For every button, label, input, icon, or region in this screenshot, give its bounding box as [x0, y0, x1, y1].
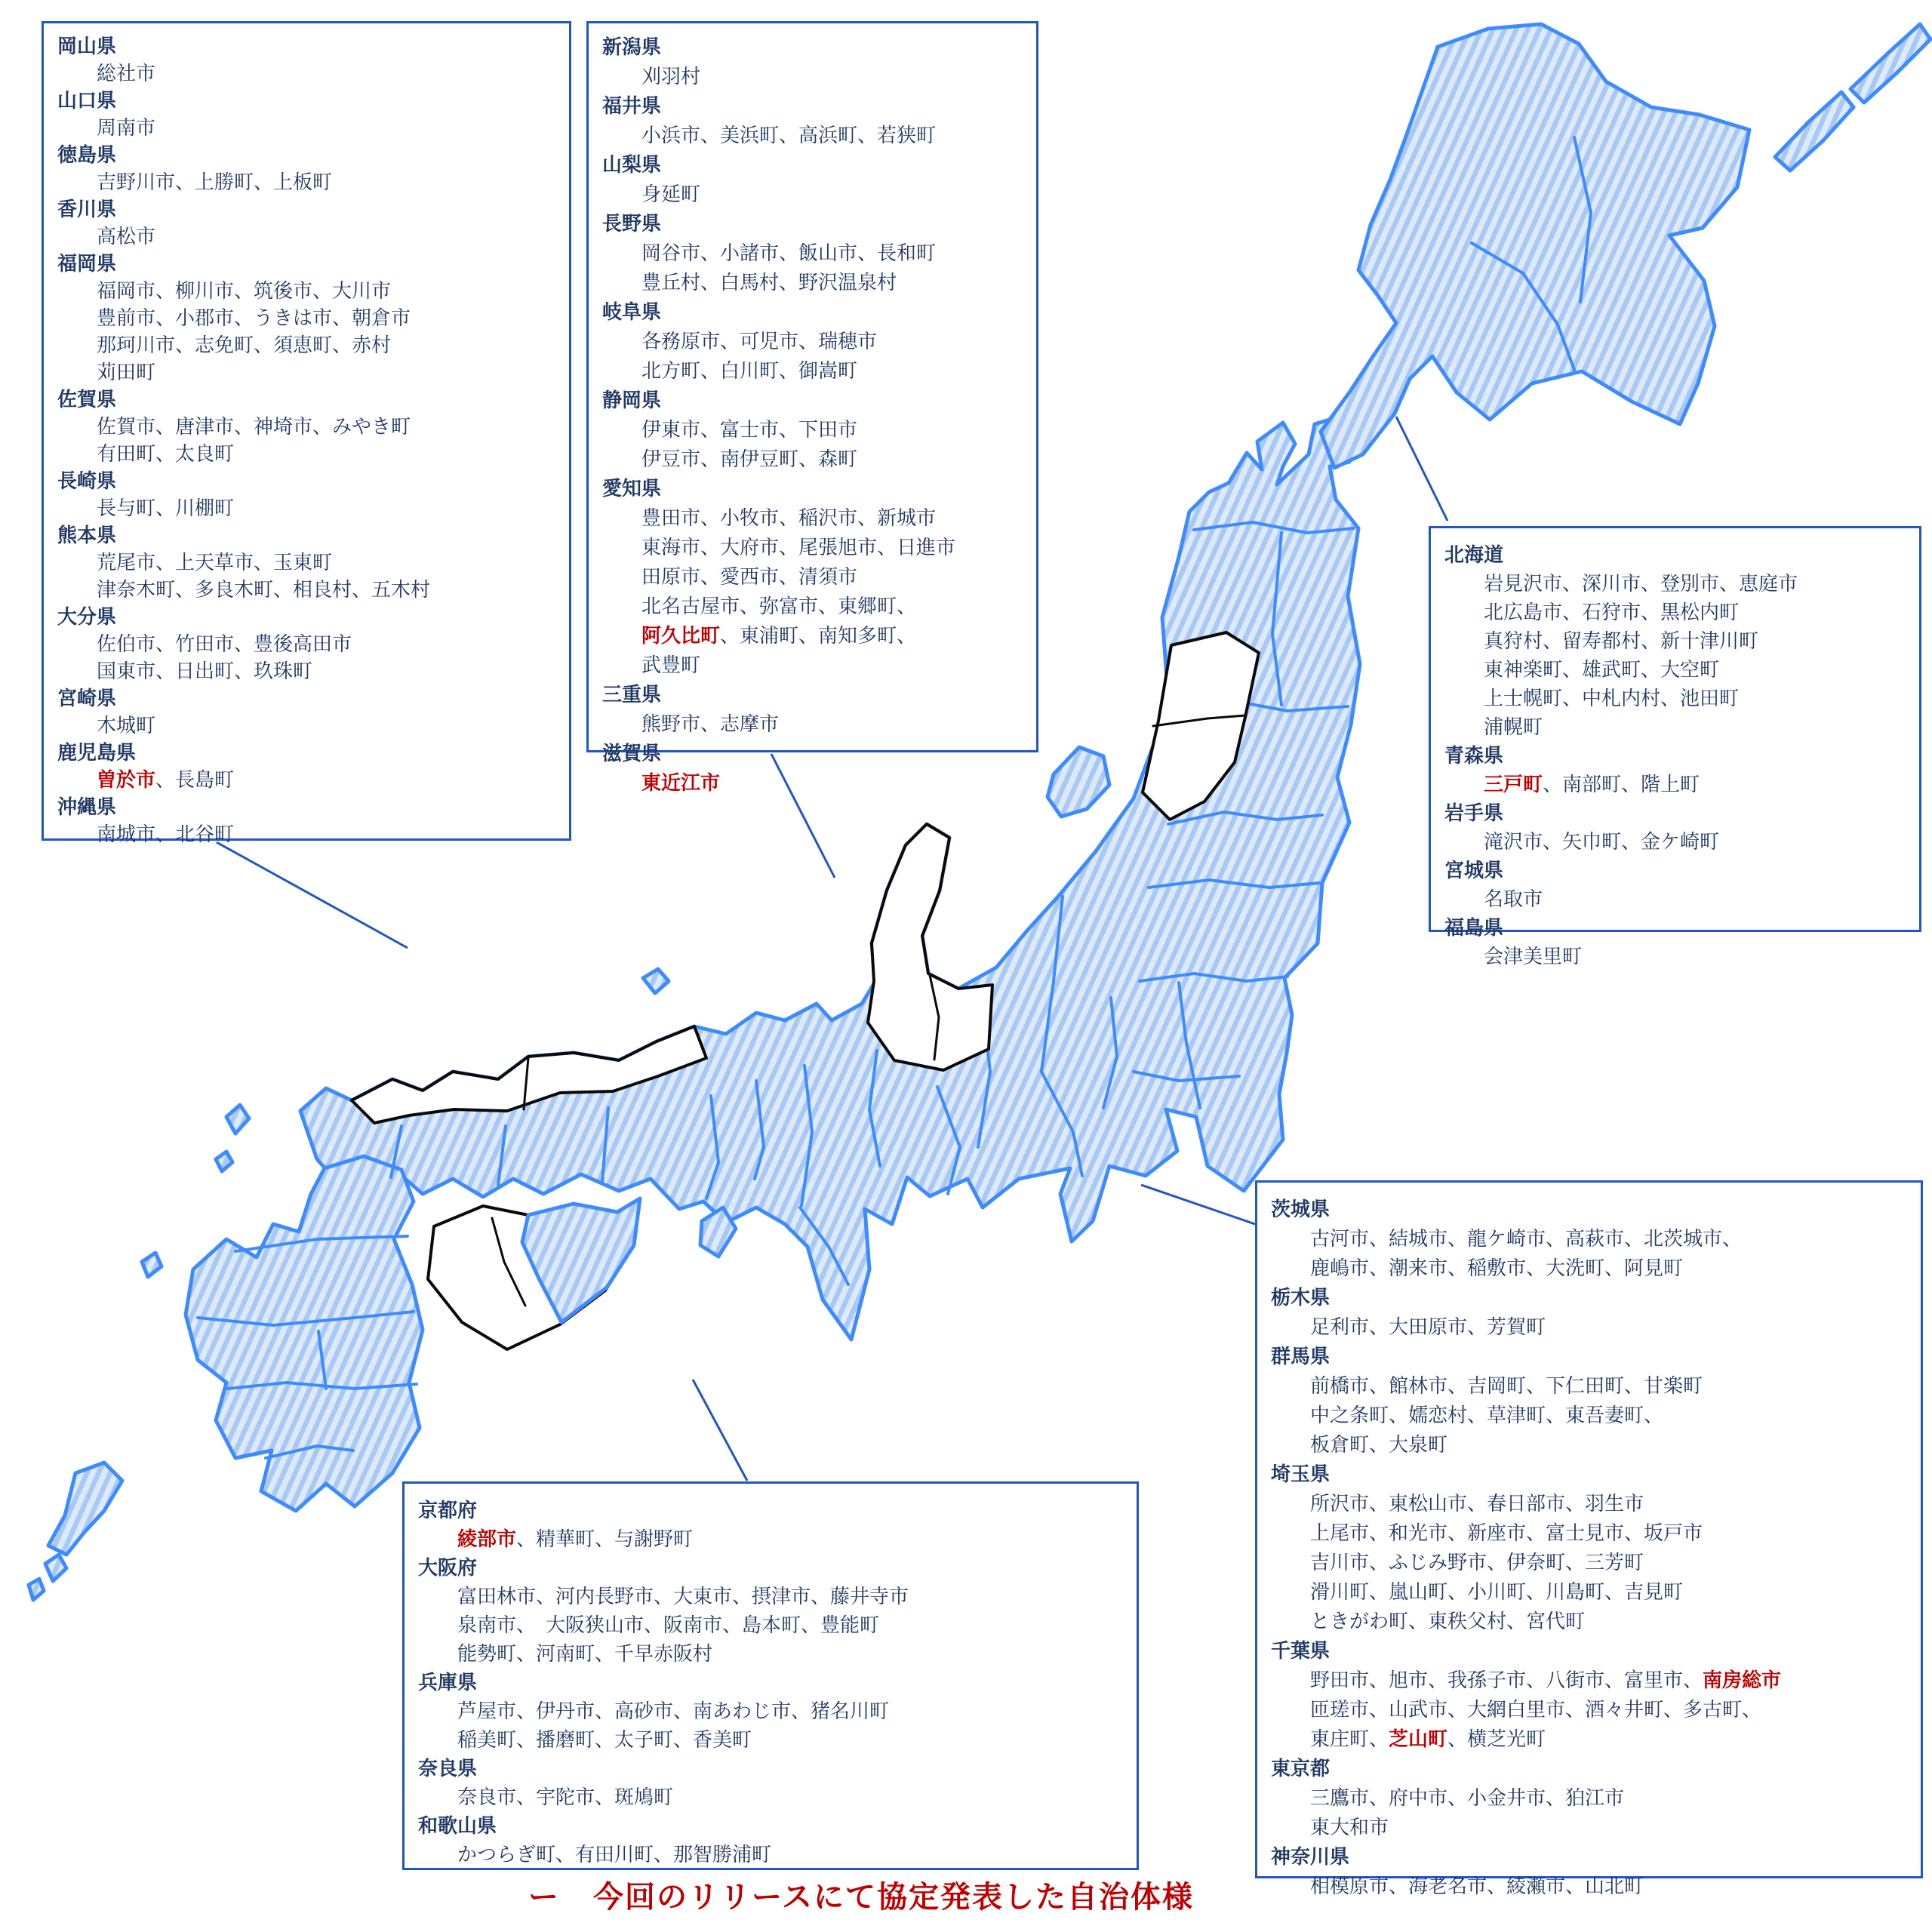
municipality-line: 浦幌町 — [1484, 715, 1543, 738]
municipality-line: 岩見沢市、深川市、登別市、恵庭市 — [1484, 572, 1798, 595]
municipality-line: 那珂川市、志免町、須恵町、赤村 — [97, 334, 392, 356]
municipality-line — [418, 1524, 1123, 1553]
municipality-line: 東神楽町、雄武町、大空町 — [1484, 658, 1720, 681]
municipality-line: 能勢町、河南町、千早赤阪村 — [457, 1642, 713, 1665]
leader-line-kinki — [693, 1380, 747, 1481]
iki-island — [216, 1152, 232, 1171]
municipality-line: 足利市、大田原市、芳賀町 — [1310, 1315, 1546, 1338]
municipality-text: 、東浦町、南知多町、 — [720, 624, 917, 647]
municipality-line: 各務原市、可児市、瑞穂市 — [641, 330, 878, 352]
municipality-line — [57, 766, 555, 793]
municipality-line: 国東市、日出町、玖珠町 — [97, 660, 313, 682]
prefecture-label: 岩手県 — [1444, 801, 1504, 824]
prefecture-label: 長崎県 — [57, 469, 117, 492]
annotation-box-body — [1271, 1195, 1907, 1901]
prefecture-label: 北海道 — [1444, 543, 1504, 566]
prefecture-label: 埼玉県 — [1271, 1463, 1331, 1485]
municipality-line: 鹿嶋市、潮来市、稲敷市、大洗町、阿見町 — [1310, 1257, 1684, 1279]
prefecture-label: 群馬県 — [1271, 1345, 1331, 1367]
leader-line-north — [1396, 417, 1447, 521]
municipality-line: 富田林市、河内長野市、大東市、摂津市、藤井寺市 — [457, 1585, 909, 1607]
prefecture-label: 愛知県 — [602, 477, 662, 500]
municipality-line: 上士幌町、中札内村、池田町 — [1484, 687, 1740, 709]
municipality-line: 苅田町 — [97, 361, 156, 383]
prefecture-label: 千葉県 — [1271, 1639, 1331, 1662]
municipality-line: 吉川市、ふじみ野市、伊奈町、三芳町 — [1310, 1551, 1644, 1574]
municipality-line: 稲美町、播磨町、太子町、香美町 — [457, 1728, 752, 1751]
municipality-text: 、長島町 — [155, 768, 235, 791]
municipality-line — [1444, 770, 1906, 798]
prefecture-label: 宮崎県 — [57, 687, 117, 709]
annotation-box-body — [57, 32, 555, 848]
municipality-line: 津奈木町、多良木町、相良村、五木村 — [97, 578, 431, 601]
leader-line-west — [217, 842, 408, 948]
annotation-box-hokkaido-tohoku — [1429, 526, 1921, 968]
municipality-line: 総社市 — [97, 62, 156, 85]
kyushu-region — [186, 1156, 423, 1511]
annotation-box-west-japan — [42, 21, 571, 845]
municipality-line — [1271, 1666, 1907, 1695]
municipality-line: 熊野市、志摩市 — [641, 712, 780, 735]
highlighted-municipality: 曽於市 — [97, 768, 156, 791]
municipality-line: 北方町、白川町、御嵩町 — [641, 359, 858, 382]
leader-line-kanto — [1141, 1185, 1255, 1224]
prefecture-label: 和歌山県 — [418, 1814, 497, 1837]
highlighted-municipality: 綾部市 — [457, 1527, 517, 1550]
prefecture-label: 青森県 — [1444, 744, 1504, 767]
highlighted-municipality: 南房総市 — [1703, 1669, 1782, 1691]
prefecture-label: 山口県 — [57, 89, 117, 112]
municipality-line: 武豊町 — [641, 654, 701, 676]
prefecture-label: 香川県 — [57, 198, 117, 220]
municipality-line: 東大和市 — [1310, 1816, 1389, 1838]
municipality-line: 豊田市、小牧市、稲沢市、新城市 — [641, 506, 937, 529]
municipality-line: 刈羽村 — [641, 65, 701, 88]
prefecture-label: 新潟県 — [602, 35, 662, 58]
prefecture-label: 奈良県 — [418, 1757, 478, 1780]
prefecture-label: 兵庫県 — [418, 1671, 478, 1694]
prefecture-label: 福岡県 — [57, 252, 117, 275]
municipality-line: 真狩村、留寿都村、新十津川町 — [1484, 629, 1759, 652]
legend-red-dash-icon: ー — [528, 1881, 560, 1914]
annotation-box-body — [1444, 540, 1906, 971]
municipality-line: 岡谷市、小諸市、飯山市、長和町 — [641, 242, 937, 264]
legend — [528, 1873, 1194, 1916]
prefecture-label: 三重県 — [602, 683, 662, 706]
municipality-line: 会津美里町 — [1484, 945, 1583, 968]
prefecture-label: 茨城県 — [1271, 1198, 1331, 1220]
annotation-box-kanto — [1255, 1180, 1923, 1897]
municipality-text: 、精華町、与謝野町 — [516, 1527, 694, 1550]
municipality-line: 滑川町、嵐山町、小川町、川島町、吉見町 — [1310, 1580, 1684, 1603]
municipality-line: 北広島市、石狩市、黒松内町 — [1484, 601, 1740, 623]
annotation-box-body — [418, 1496, 1123, 1869]
highlighted-municipality: 芝山町 — [1389, 1727, 1448, 1750]
municipality-text: 野田市、旭市、我孫子市、八街市、富里市、 — [1310, 1669, 1703, 1691]
municipality-line: 伊豆市、南伊豆町、森町 — [641, 448, 858, 470]
highlighted-municipality: 阿久比町 — [641, 624, 721, 647]
municipality-text: 、横芝光町 — [1447, 1727, 1546, 1750]
prefecture-label: 佐賀県 — [57, 388, 117, 411]
prefecture-label: 福井県 — [602, 94, 662, 117]
municipality-line: 高松市 — [97, 225, 156, 248]
nonparticipating-ishikawa-toyama-region — [868, 824, 992, 1070]
goto-island — [142, 1253, 162, 1277]
sado-island — [1048, 747, 1109, 817]
municipality-line: 泉南市、 大阪狭山市、阪南市、島本町、豊能町 — [457, 1614, 880, 1636]
municipality-line — [602, 768, 1023, 798]
municipality-line: 北名古屋市、弥富市、東郷町、 — [641, 595, 917, 617]
municipality-line: 伊東市、富士市、下田市 — [641, 418, 858, 441]
prefecture-label: 滋賀県 — [602, 742, 662, 764]
municipality-text: 、南部町、階上町 — [1543, 773, 1700, 795]
municipality-line: 豊前市、小郡市、うきは市、朝倉市 — [97, 306, 411, 329]
municipality-line: 佐伯市、竹田市、豊後高田市 — [97, 632, 352, 655]
municipality-line: 東海市、大府市、尾張旭市、日進市 — [641, 536, 956, 558]
prefecture-label: 岡山県 — [57, 35, 117, 57]
northeast-island-region — [1775, 92, 1854, 171]
municipality-line: 上尾市、和光市、新座市、富士見市、坂戸市 — [1310, 1521, 1703, 1544]
municipality-line: 三鷹市、府中市、小金井市、狛江市 — [1310, 1786, 1625, 1809]
municipality-line — [602, 621, 1023, 651]
municipality-line: 荒尾市、上天草市、玉東町 — [97, 551, 333, 574]
prefecture-label: 神奈川県 — [1271, 1845, 1350, 1868]
municipality-line: 田原市、愛西市、清須市 — [641, 565, 858, 588]
municipality-line: 所沢市、東松山市、春日部市、羽生市 — [1310, 1492, 1644, 1515]
prefecture-label: 栃木県 — [1271, 1286, 1331, 1309]
municipality-line: 前橋市、館林市、吉岡町、下仁田町、甘楽町 — [1310, 1374, 1703, 1397]
prefecture-label: 岐阜県 — [602, 300, 662, 323]
prefecture-label: 徳島県 — [57, 143, 117, 166]
highlighted-municipality: 三戸町 — [1484, 773, 1543, 795]
municipality-line: 木城町 — [97, 714, 156, 737]
prefecture-label: 福島県 — [1444, 916, 1504, 939]
municipality-line: かつらぎ町、有田川町、那智勝浦町 — [457, 1843, 772, 1866]
legend-label: 今回のリリースにて協定発表した自治体様 — [593, 1881, 1194, 1914]
municipality-line: 匝瑳市、山武市、大網白里市、酒々井町、多古町、 — [1310, 1698, 1762, 1721]
municipality-line: 中之条町、嬬恋村、草津町、東吾妻町、 — [1310, 1404, 1664, 1426]
northeast-island-region — [1850, 24, 1930, 103]
municipality-line: 古河市、結城市、龍ケ崎市、高萩市、北茨城市、 — [1310, 1227, 1743, 1250]
oki-island — [643, 969, 669, 993]
municipality-line: 豊丘村、白馬村、野沢温泉村 — [641, 271, 897, 294]
okinawa-region — [29, 1579, 44, 1600]
tsushima-island — [226, 1105, 249, 1134]
municipality-line: 奈良市、宇陀市、斑鳩町 — [457, 1786, 674, 1808]
okinawa-region — [45, 1555, 66, 1581]
municipality-line: 長与町、川棚町 — [97, 497, 235, 519]
municipality-line: 周南市 — [97, 116, 156, 139]
annotation-box-chubu — [586, 21, 1038, 794]
prefecture-label: 鹿児島県 — [57, 741, 137, 764]
highlighted-municipality: 東近江市 — [641, 771, 721, 794]
municipality-line: 相模原市、海老名市、綾瀬市、山北町 — [1310, 1875, 1644, 1897]
municipality-line: ときがわ町、東秩父村、宮代町 — [1310, 1610, 1586, 1632]
prefecture-label: 東京都 — [1271, 1757, 1331, 1780]
municipality-line — [1271, 1724, 1907, 1754]
prefecture-label: 静岡県 — [602, 389, 662, 411]
municipality-line: 有田町、太良町 — [97, 442, 235, 465]
municipality-line: 南城市、北谷町 — [97, 823, 235, 845]
municipality-line: 板倉町、大泉町 — [1310, 1433, 1448, 1456]
municipality-line: 身延町 — [641, 183, 701, 205]
municipality-line: 吉野川市、上勝町、上板町 — [97, 171, 333, 193]
annotation-box-body — [602, 32, 1023, 798]
prefecture-label: 長野県 — [602, 212, 662, 235]
prefecture-label: 沖縄県 — [57, 795, 117, 818]
municipality-line: 佐賀市、唐津市、神埼市、みやき町 — [97, 415, 411, 438]
municipality-text: 東庄町、 — [1310, 1727, 1389, 1750]
prefecture-label: 宮城県 — [1444, 859, 1504, 881]
prefecture-label: 京都府 — [418, 1499, 478, 1521]
municipality-line: 福岡市、柳川市、筑後市、大川市 — [97, 279, 392, 302]
annotation-box-kinki — [402, 1481, 1139, 1870]
municipality-line: 小浜市、美浜町、高浜町、若狭町 — [641, 124, 937, 146]
prefecture-label: 大阪府 — [418, 1556, 478, 1579]
okinawa-region — [48, 1463, 122, 1555]
municipality-line: 滝沢市、矢巾町、金ケ崎町 — [1484, 830, 1720, 853]
prefecture-label: 熊本県 — [57, 524, 117, 546]
hokkaido-region — [1321, 24, 1749, 468]
prefecture-label: 大分県 — [57, 605, 117, 628]
municipality-line: 名取市 — [1484, 888, 1543, 910]
municipality-line: 芦屋市、伊丹市、高砂市、南あわじ市、猪名川町 — [457, 1700, 890, 1722]
prefecture-label: 山梨県 — [602, 153, 662, 176]
